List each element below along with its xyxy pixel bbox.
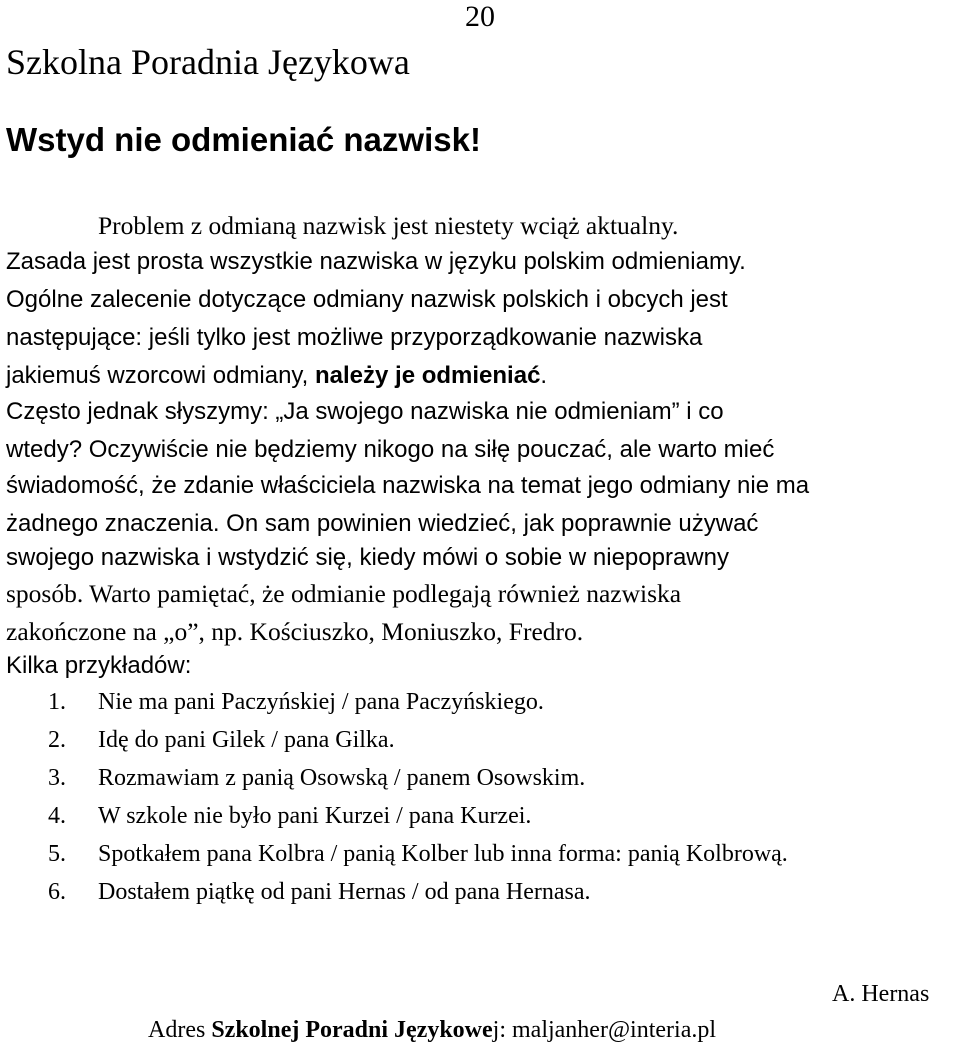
footer-email: j: maljanher@interia.pl (492, 1017, 717, 1043)
footer-prefix: Adres (148, 1017, 212, 1043)
paragraph-line-12: zakończone na „o”, np. Kościuszko, Moniuszko, Fredro. (6, 617, 584, 646)
paragraph-line-5 (6, 358, 547, 394)
list-item-number: 5. (48, 841, 66, 867)
list-item: Dostałem piątkę od pani Hernas / od pana Hernasa. (98, 879, 591, 905)
list-item-number: 3. (48, 765, 66, 791)
paragraph-line-1: Problem z odmianą nazwisk jest niestety wciąż aktualny. (98, 211, 679, 240)
paragraph-line-7: wtedy? Oczywiście nie będziemy nikogo na siłę pouczać, ale warto mieć (6, 436, 775, 463)
footer-address (148, 1012, 716, 1048)
paragraph-line-10: swojego nazwiska i wstydzić się, kiedy mówi o sobie w niepoprawny (6, 544, 729, 571)
text-span: jakiemuś wzorcowi odmiany, (6, 362, 315, 389)
list-item: Spotkałem pana Kolbra / panią Kolber lub inna forma: panią Kolbrową. (98, 841, 788, 867)
header-title: Szkolna Poradnia Językowa (6, 42, 410, 82)
list-item-number: 2. (48, 727, 66, 753)
paragraph-line-3: Ogólne zalecenie dotyczące odmiany nazwisk polskich i obcych jest (6, 286, 728, 313)
article-title: Wstyd nie odmieniać nazwisk! (6, 121, 481, 158)
text-span: . (540, 362, 548, 389)
list-item: Rozmawiam z panią Osowską / panem Osowskim. (98, 765, 586, 791)
list-item: Idę do pani Gilek / pana Gilka. (98, 727, 395, 753)
paragraph-line-6: Często jednak słyszymy: „Ja swojego nazwiska nie odmieniam” i co (6, 398, 724, 425)
paragraph-line-2: Zasada jest prosta wszystkie nazwiska w języku polskim odmieniamy. (6, 248, 746, 275)
list-item-number: 6. (48, 879, 66, 905)
page-number: 20 (465, 0, 495, 33)
emphasis-text: należy je odmieniać (315, 362, 541, 389)
list-item-number: 1. (48, 689, 66, 715)
paragraph-line-9: żadnego znaczenia. On sam powinien wiedzieć, jak poprawnie używać (6, 510, 759, 537)
list-item: W szkole nie było pani Kurzei / pana Kurzei. (98, 803, 532, 829)
footer-name: Szkolnej Poradni Językowe (211, 1017, 493, 1043)
paragraph-line-4: następujące: jeśli tylko jest możliwe przyporządkowanie nazwiska (6, 324, 703, 351)
paragraph-line-11: sposób. Warto pamiętać, że odmianie podlegają również nazwiska (6, 579, 682, 608)
paragraph-line-8: świadomość, że zdanie właściciela nazwiska na temat jego odmiany nie ma (6, 472, 810, 499)
examples-heading: Kilka przykładów: (6, 652, 192, 679)
author-signature: A. Hernas (832, 981, 930, 1007)
list-item: Nie ma pani Paczyńskiej / pana Paczyńskiego. (98, 689, 544, 715)
list-item-number: 4. (48, 803, 66, 829)
